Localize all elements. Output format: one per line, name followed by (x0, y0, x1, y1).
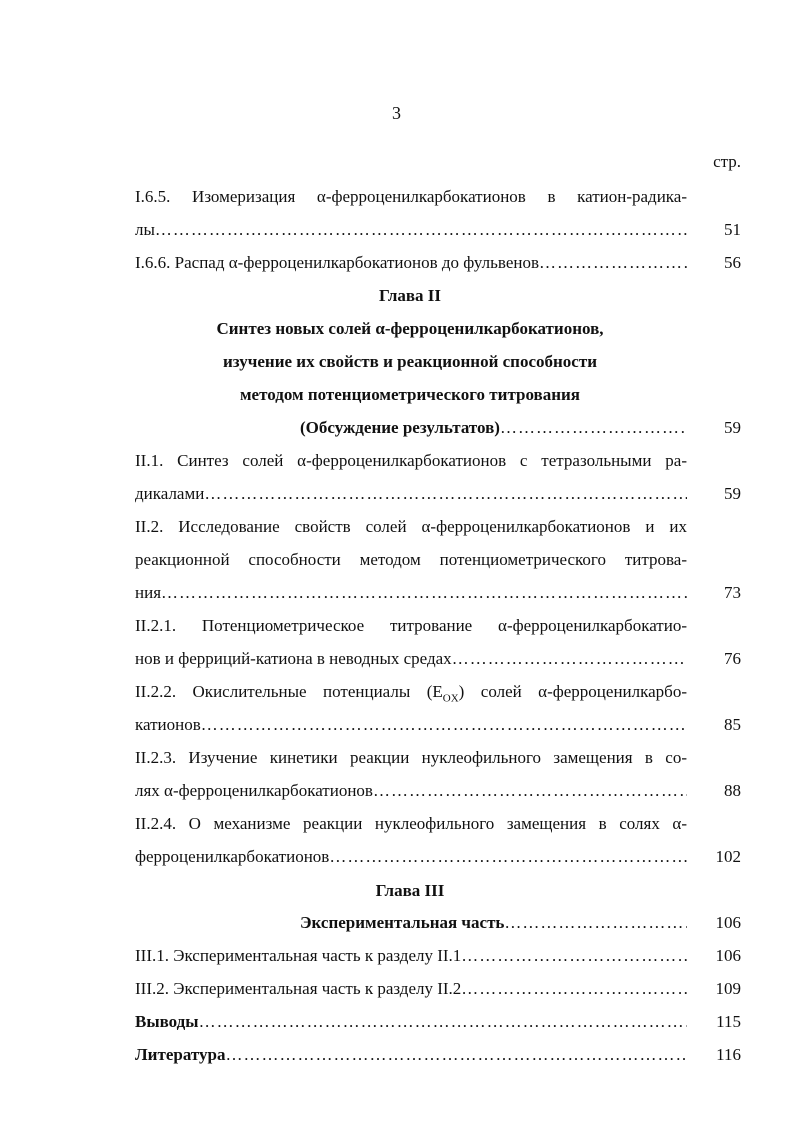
toc-entry-line (135, 945, 687, 967)
toc-page-ref: 76 (724, 649, 741, 668)
chapter-title: Синтез новых солей α-ферроценилкарбокатионов, (216, 319, 604, 338)
literature-label: Литература (135, 1045, 226, 1064)
toc-entry-line (135, 714, 687, 736)
conclusions-label: Выводы (135, 1012, 199, 1031)
dot-leader (452, 648, 687, 670)
toc-entry-text: III.1. Экспериментальная часть к разделу II.1 (135, 946, 462, 965)
toc-entry-line (135, 1011, 687, 1033)
toc-entry-line (135, 582, 687, 604)
toc-entry-line (135, 252, 687, 274)
dot-leader (225, 1044, 687, 1066)
toc-entry-line: II.2. Исследование свойств солей α-ферроценилкарбокатионов и их (135, 517, 687, 536)
dot-leader (500, 417, 687, 439)
toc-entry-text: катионов (135, 715, 201, 734)
toc-entry-line: II.1. Синтез солей α-ферроценилкарбокатионов с тетразольными ра- (135, 451, 687, 470)
toc-entry-line (135, 780, 687, 802)
toc-entry-line: II.2.3. Изучение кинетики реакции нуклеофильного замещения в со- (135, 748, 687, 767)
toc-entry-text: лях α-ферроценилкарбокатионов (135, 781, 373, 800)
page-number: 3 (392, 103, 401, 123)
toc-entry-line (135, 978, 687, 1000)
chapter-title-line (300, 912, 687, 934)
toc-page-ref: 59 (724, 418, 741, 437)
toc-page-ref: 106 (715, 913, 741, 932)
toc-entry-text: ) солей α-ферроценилкарбо- (458, 682, 687, 701)
toc-page-ref: 73 (724, 583, 741, 602)
toc-entry-text: нов и ферриций-катиона в неводных средах (135, 649, 452, 668)
toc-page-ref: 102 (715, 847, 741, 866)
toc-page-ref: 116 (716, 1045, 741, 1064)
toc-entry-line (135, 1044, 687, 1066)
dot-leader (155, 219, 687, 241)
toc-entry-line (135, 483, 687, 505)
chapter-heading: Глава II (378, 286, 442, 305)
toc-page-ref: 88 (724, 781, 741, 800)
dot-leader (199, 1011, 687, 1033)
dot-leader (504, 912, 687, 934)
chapter-title: Экспериментальная часть (300, 913, 505, 932)
toc-entry-text: ферроценилкарбокатионов (135, 847, 330, 866)
chapter-title: (Обсуждение результатов) (300, 418, 500, 437)
toc-entry-text: ния (135, 583, 162, 602)
toc-entry-line (135, 681, 687, 703)
toc-page-ref: 106 (715, 946, 741, 965)
dot-leader (204, 483, 687, 505)
toc-entry-line (135, 648, 687, 670)
toc-entry-line: II.2.4. О механизме реакции нуклеофильного замещения в солях α- (135, 814, 687, 833)
dot-leader (161, 582, 687, 604)
page-column-heading: стр. (713, 152, 741, 171)
chapter-title: методом потенциометрического титрования (239, 385, 581, 404)
toc-entry-text: II.2.2. Окислительные потенциалы (E (135, 682, 443, 701)
chapter-title: изучение их свойств и реакционной способности (223, 352, 597, 371)
dot-leader (461, 978, 687, 1000)
toc-entry-text: дикалами (135, 484, 205, 503)
chapter-heading: Глава III (375, 881, 445, 900)
toc-entry-line: реакционной способности методом потенциометрического титрова- (135, 550, 687, 569)
subscript: OX (442, 692, 459, 705)
toc-entry-text: лы (135, 220, 155, 239)
toc-entry-line (135, 219, 687, 241)
toc-page-ref: 59 (724, 484, 741, 503)
toc-entry-text: I.6.6. Распад α-ферроценилкарбокатионов до фульвенов (135, 253, 539, 272)
toc-entry-text: III.2. Экспериментальная часть к разделу II.2 (135, 979, 462, 998)
toc-page-ref: 109 (715, 979, 741, 998)
chapter-title-line (300, 417, 687, 439)
toc-page-ref: 51 (724, 220, 741, 239)
toc-page-ref: 56 (724, 253, 741, 272)
dot-leader (201, 714, 687, 736)
toc-page-ref: 115 (716, 1012, 741, 1031)
toc-page-ref: 85 (724, 715, 741, 734)
dot-leader (461, 945, 687, 967)
dot-leader (373, 780, 687, 802)
toc-entry-line: I.6.5. Изомеризация α-ферроценилкарбокатионов в катион-радика- (135, 187, 687, 206)
toc-entry-line (135, 846, 687, 868)
toc-entry-line: II.2.1. Потенциометрическое титрование α-ферроценилкарбокатио- (135, 616, 687, 635)
dot-leader (539, 252, 687, 274)
dot-leader (329, 846, 687, 868)
